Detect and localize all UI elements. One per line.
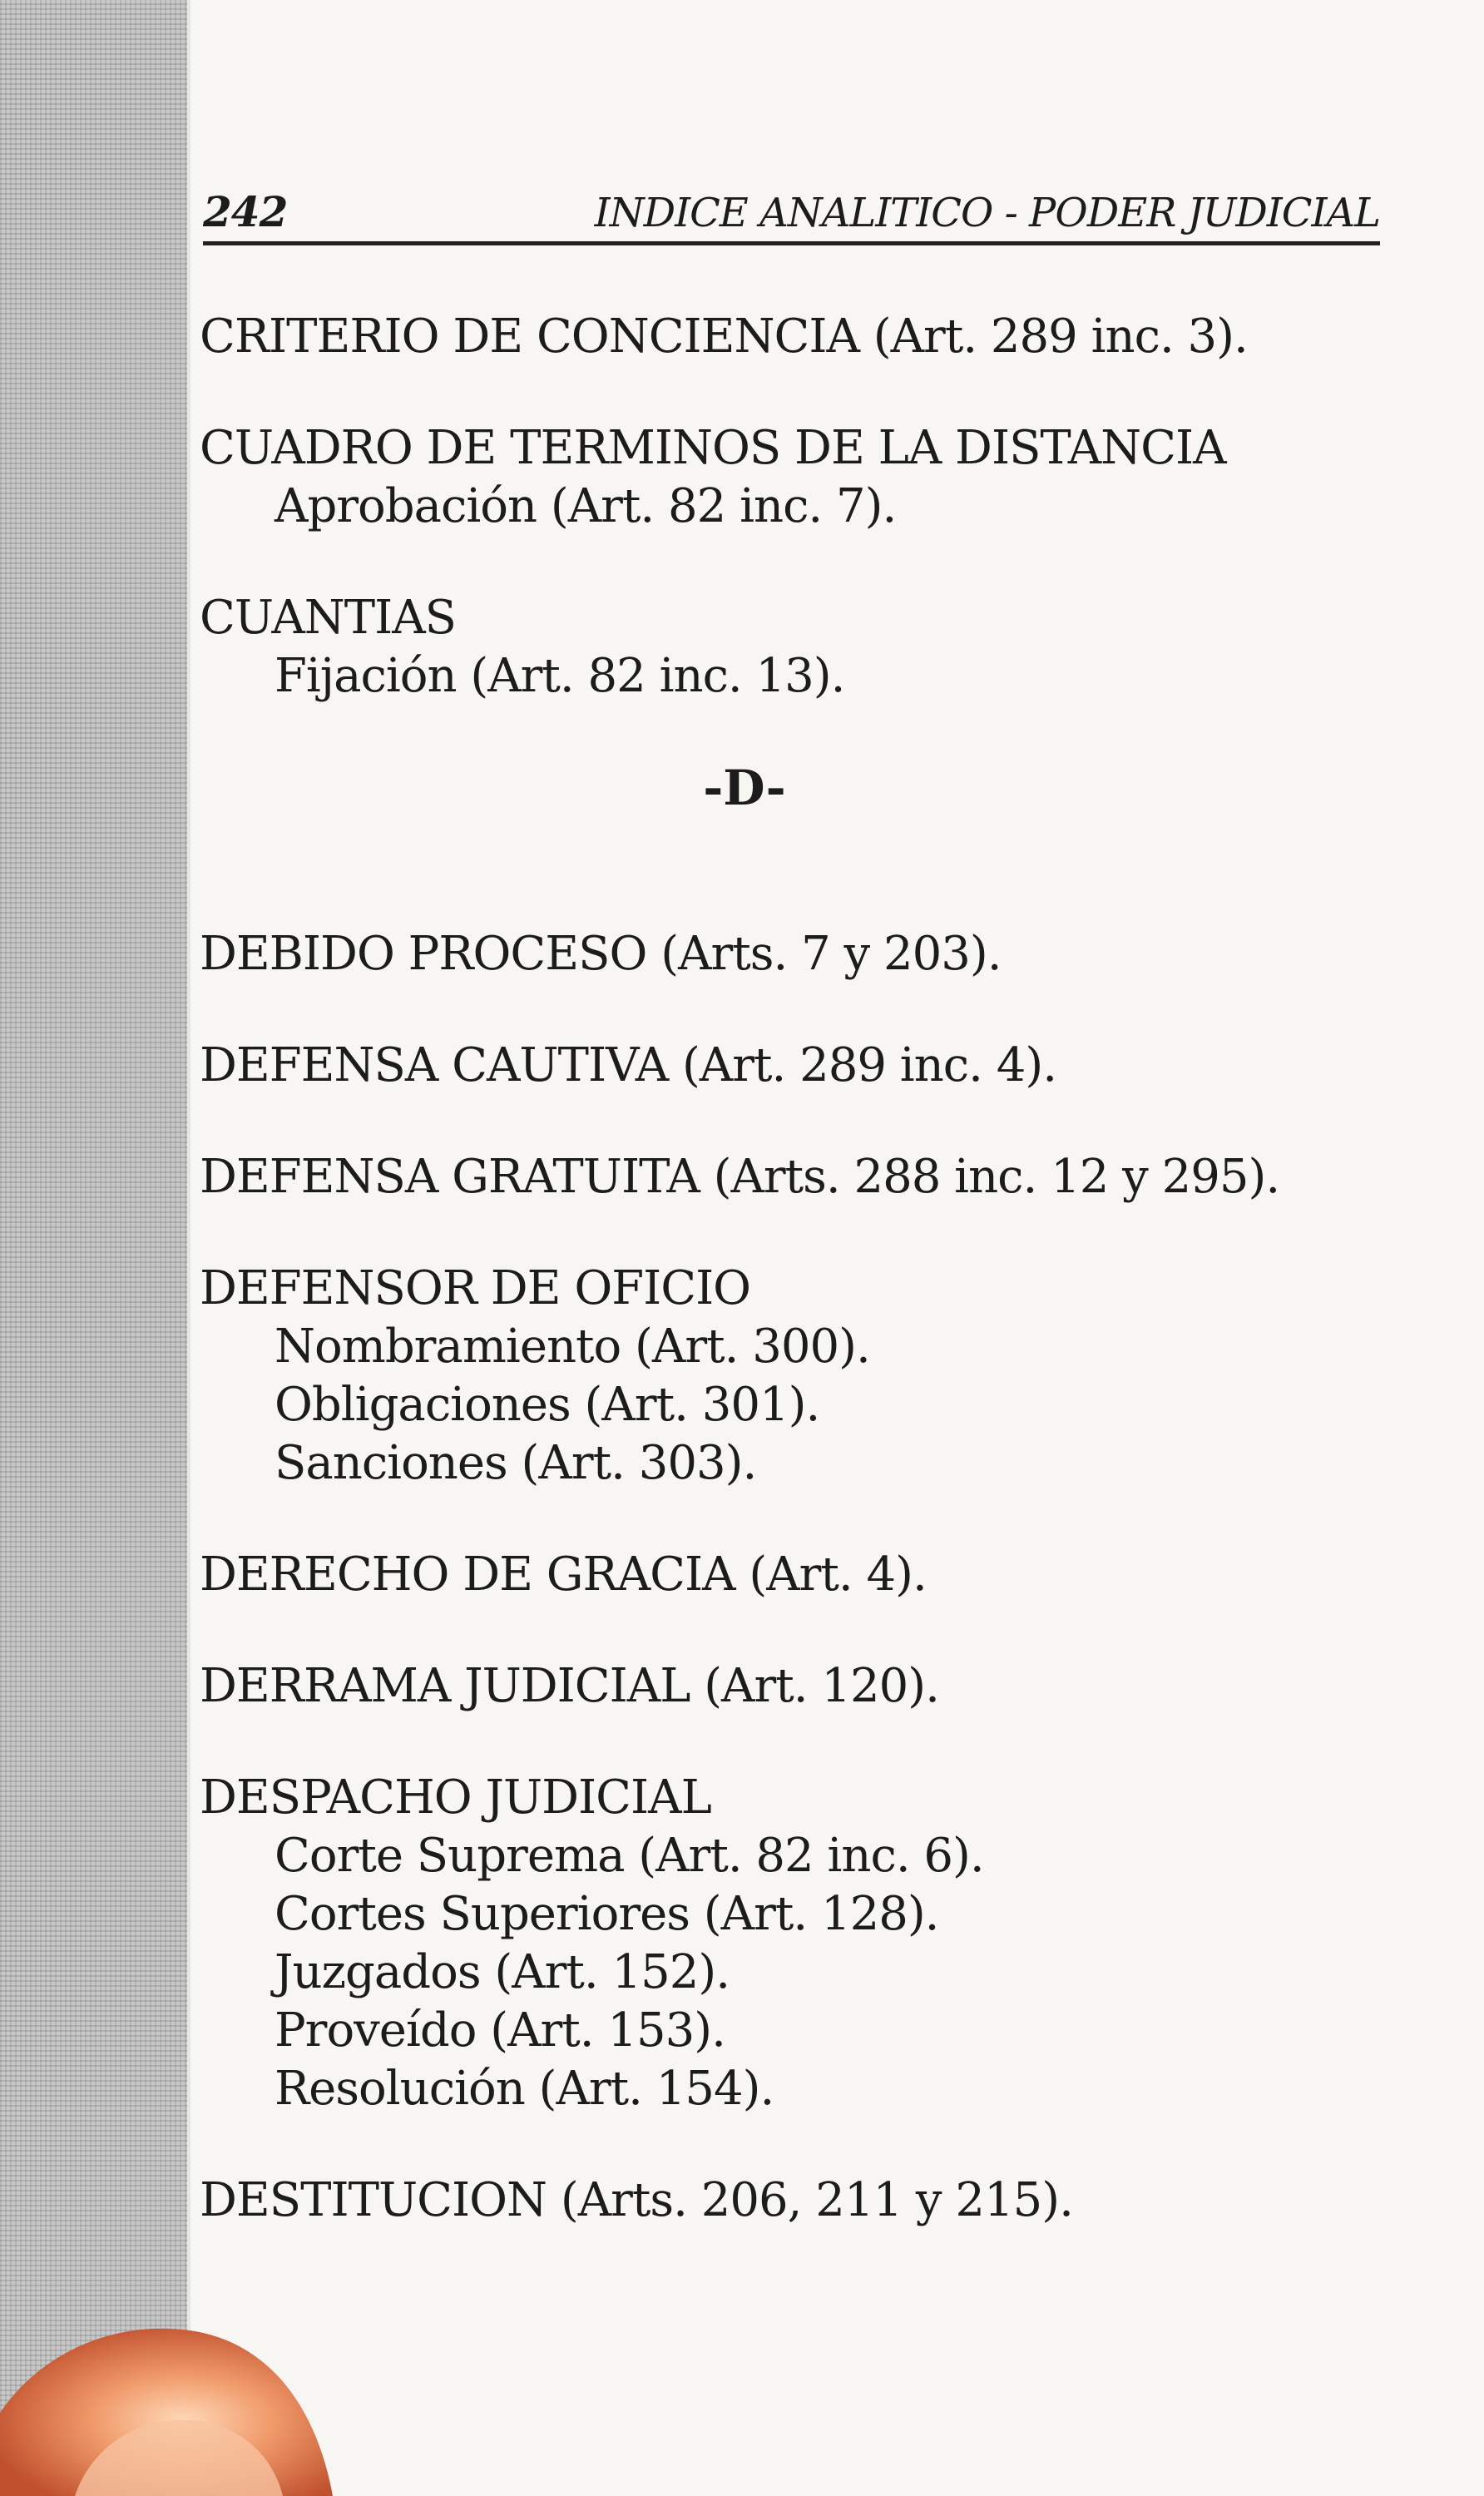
index-entry [200, 925, 1381, 983]
index-entry [200, 1260, 1381, 1493]
index-entry [200, 1657, 1381, 1716]
index-entry [200, 308, 1381, 366]
index-term: DEBIDO PROCESO (Arts. 7 y 203). [200, 927, 1002, 981]
document-page [193, 0, 1484, 2496]
index-subentry: Cortes Superiores (Art. 128). [275, 1887, 939, 1941]
index-term: DEFENSA GRATUITA (Arts. 288 inc. 12 y 295). [200, 1150, 1280, 1204]
index-term: DEFENSA CAUTIVA (Art. 289 inc. 4). [200, 1038, 1057, 1092]
index-subentry: Aprobación (Art. 82 inc. 7). [275, 479, 897, 533]
page-gutter-strip [0, 0, 190, 2496]
index-subentry: Nombramiento (Art. 300). [275, 1320, 870, 1374]
index-subentry: Resolución (Art. 154). [275, 2062, 774, 2116]
index-subentry: Sanciones (Art. 303). [275, 1436, 757, 1490]
entries-before-letter [200, 308, 1381, 706]
index-entry [200, 1037, 1381, 1095]
entries-after-letter [200, 925, 1381, 2230]
index-subentry: Fijación (Art. 82 inc. 13). [275, 649, 845, 703]
index-entry [200, 2172, 1381, 2230]
index-entry [200, 1769, 1381, 2118]
page-number: 242 [203, 187, 288, 236]
index-entry [200, 1148, 1381, 1206]
index-term: DESPACHO JUDICIAL [200, 1770, 711, 1825]
index-entry [200, 1546, 1381, 1604]
page-header [203, 175, 1380, 245]
index-entry [200, 419, 1381, 536]
index-term: CUADRO DE TERMINOS DE LA DISTANCIA [200, 421, 1226, 475]
index-term: CUANTIAS [200, 591, 457, 645]
index-entry [200, 589, 1381, 706]
index-subentry: Corte Suprema (Art. 82 inc. 6). [275, 1829, 984, 1883]
index-term: DEFENSOR DE OFICIO [200, 1261, 751, 1315]
index-subentry: Juzgados (Art. 152). [275, 1945, 730, 1999]
index-term: CRITERIO DE CONCIENCIA (Art. 289 inc. 3). [200, 310, 1248, 364]
index-subentry: Obligaciones (Art. 301). [275, 1378, 820, 1432]
index-term: DESTITUCION (Arts. 206, 211 y 215). [200, 2173, 1073, 2227]
running-head: INDICE ANALITICO - PODER JUDICIAL [594, 190, 1380, 236]
index-term: DERECHO DE GRACIA (Art. 4). [200, 1548, 927, 1602]
index-subentry: Proveído (Art. 153). [275, 2003, 725, 2058]
section-letter-heading: -D- [703, 760, 786, 816]
index-term: DERRAMA JUDICIAL (Art. 120). [200, 1659, 939, 1713]
index-entries [200, 308, 1381, 2283]
